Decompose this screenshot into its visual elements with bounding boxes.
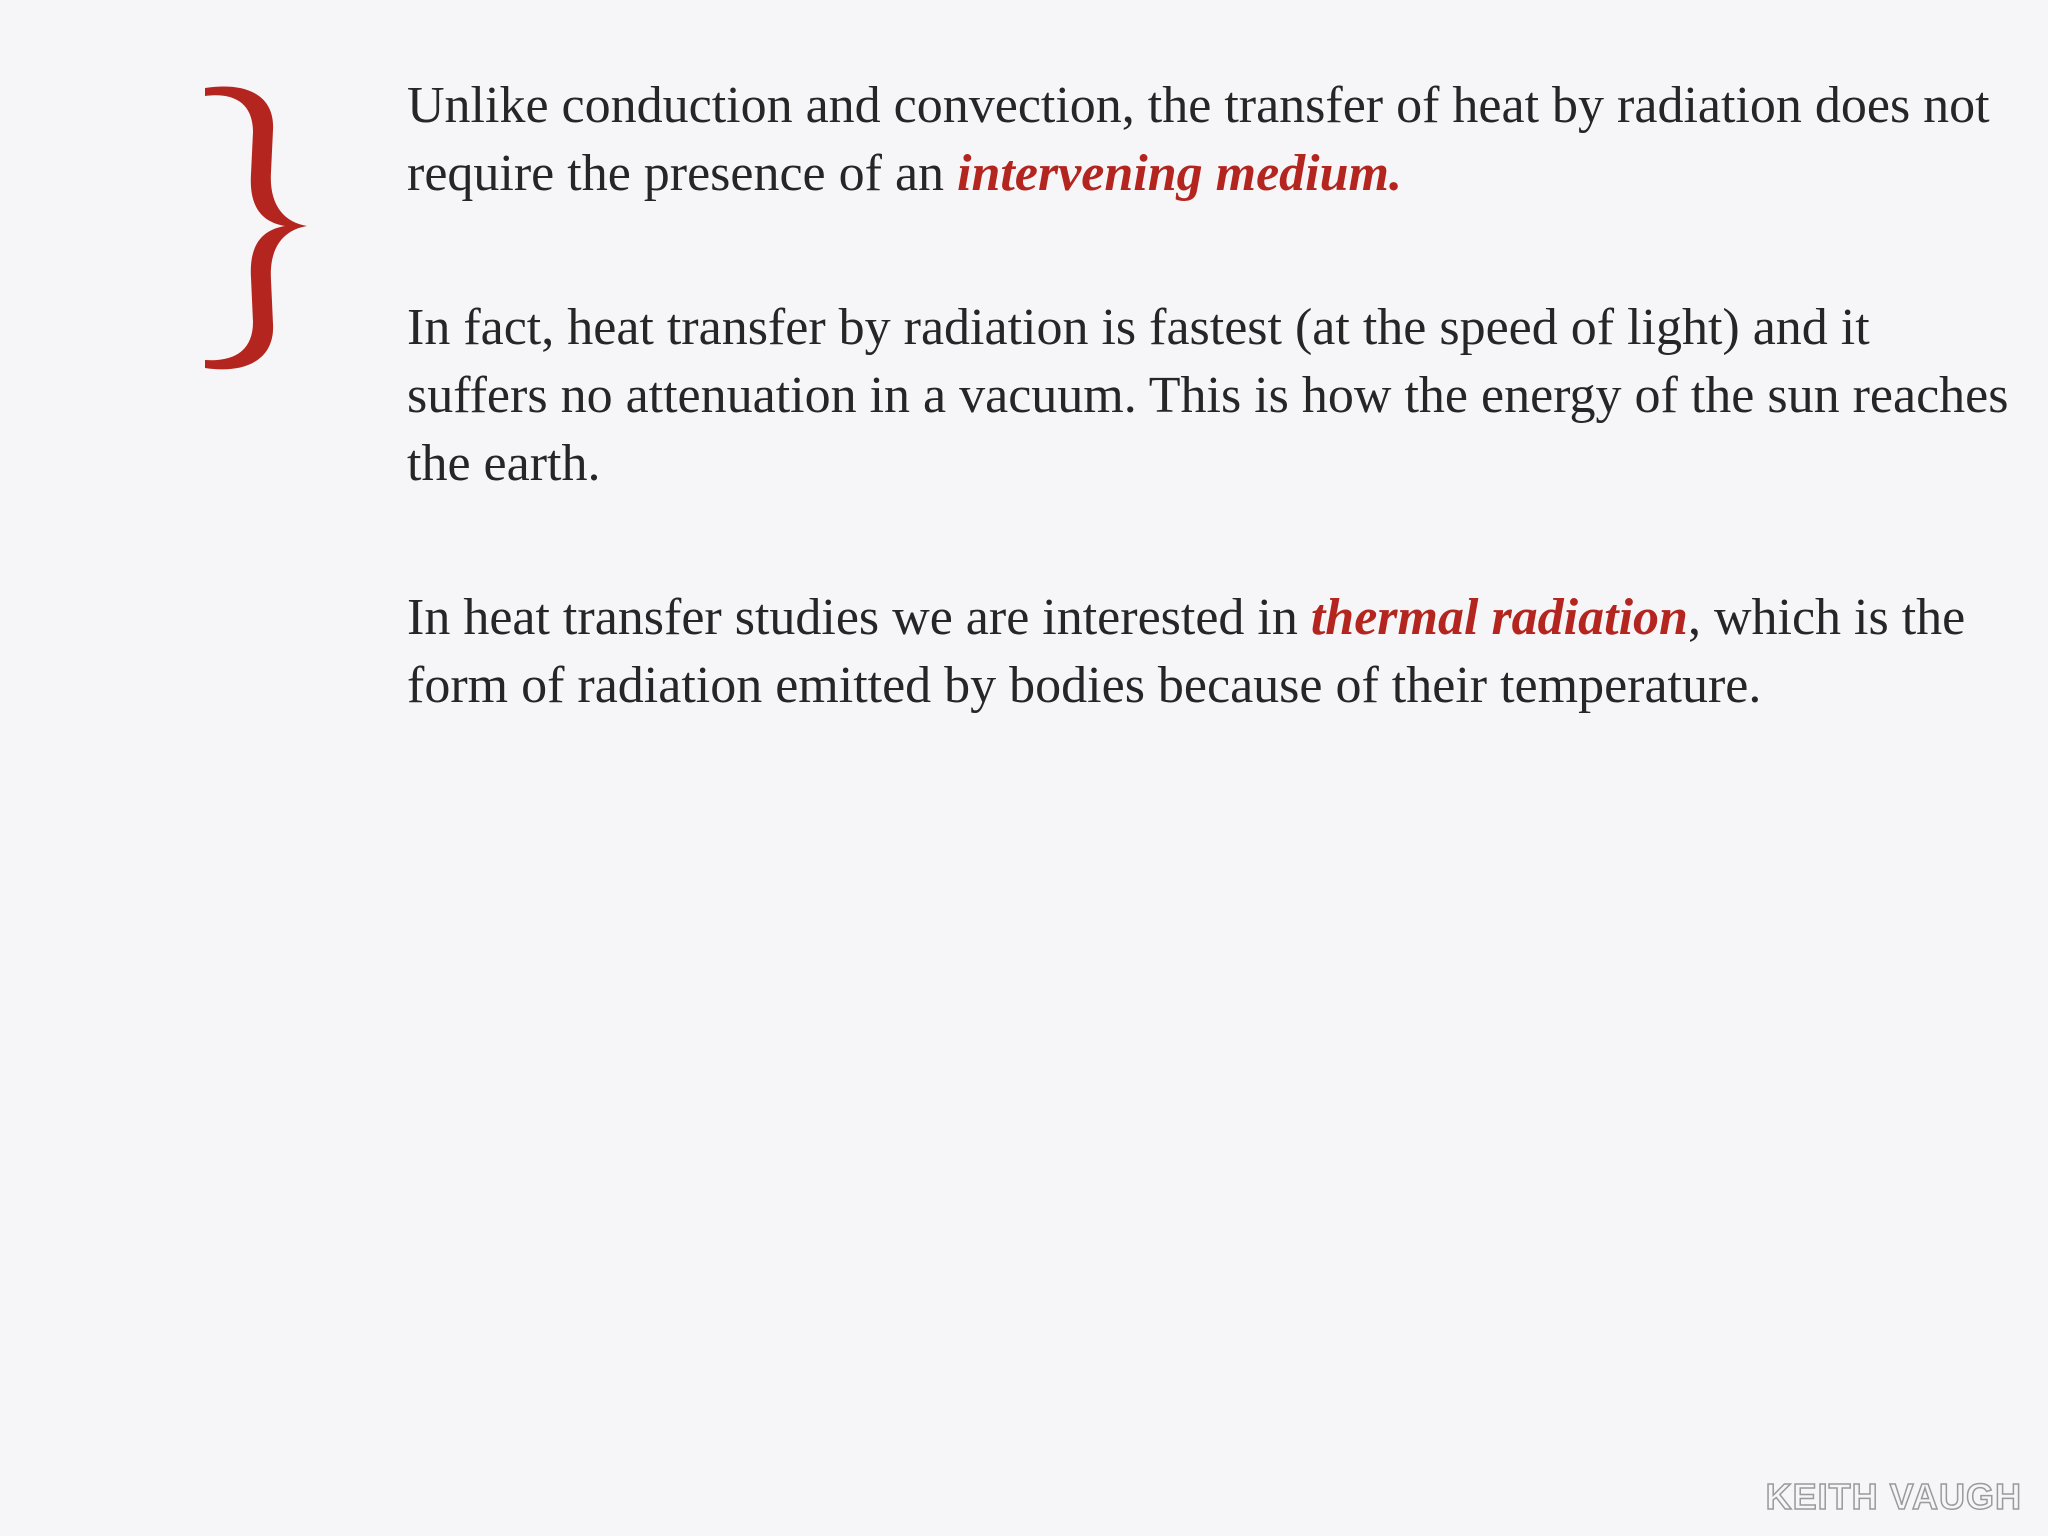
paragraph-text-tail: , which is the form of radiation emitted by bodies because of their temperature. xyxy=(407,589,1966,714)
paragraph-text: In fact, heat transfer by radiation is fastest (at the speed of light) and it suffers no attenuation in a vacuum. This is how the energy of the sun reaches the earth. xyxy=(407,299,2009,492)
paragraph-text: In heat transfer studies we are interested in xyxy=(407,589,1311,646)
watermark-keith-vaugh: KEITH VAUGH xyxy=(1765,1476,2022,1517)
emphasis-thermal-radiation: thermal radiation xyxy=(1310,589,1688,646)
paragraph-thermal-radiation xyxy=(407,584,2017,720)
paragraph-text: Unlike conduction and convection, the transfer of heat by radiation does not require the presence of an xyxy=(407,77,1990,202)
paragraph-radiation-medium xyxy=(407,72,2017,208)
emphasis-punctuation: . xyxy=(1388,145,1402,202)
paragraph-speed-of-light xyxy=(407,294,2017,498)
emphasis-intervening-medium: intervening medium xyxy=(957,145,1389,202)
curly-brace-icon xyxy=(195,74,335,384)
slide-body xyxy=(407,72,2017,720)
